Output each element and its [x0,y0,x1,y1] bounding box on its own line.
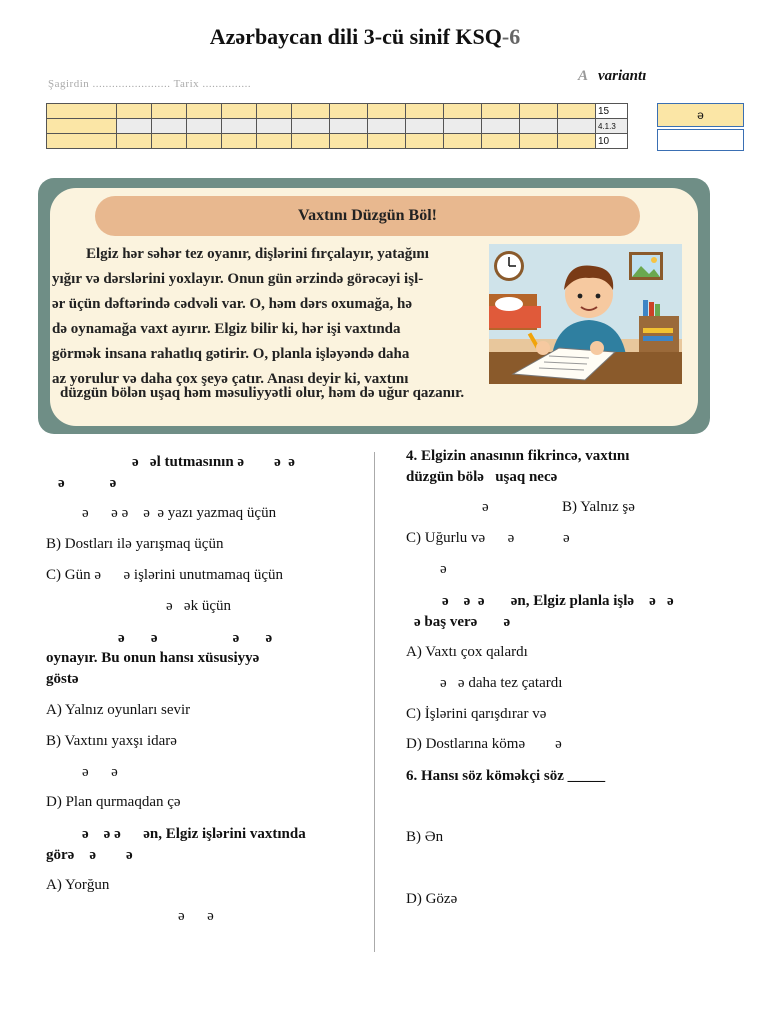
q2-option-c[interactable]: ə ə [82,764,118,780]
grid-cell[interactable] [117,134,152,149]
q1-option-c[interactable]: C) Gün ə ə işlərini unutmamaq üçün [46,567,284,583]
grid-cell[interactable] [117,119,152,134]
q5-stem-line1: ə ə ə ən, Elgiz planla işlə ə ə [442,593,674,609]
grid-cell[interactable] [292,134,330,149]
score-box-empty[interactable] [657,129,744,151]
q1-option-d[interactable]: ə ək üçün [166,598,231,614]
q1-stem-line1: ə əl tutmasının ə ə ə [132,454,295,470]
score-grid [46,103,628,149]
q1-stem-line2: ə ə [58,475,117,491]
grid-cell[interactable] [406,134,444,149]
grid-cell[interactable] [152,134,187,149]
q2-option-a[interactable]: A) Yalnız oyunları sevir [46,702,191,718]
grid-cell[interactable] [257,119,292,134]
grid-cell[interactable] [222,134,257,149]
q4-option-c[interactable]: C) Uğurlu və ə ə [406,530,570,546]
q2-option-d[interactable]: D) Plan qurmaqdan çə [46,794,181,810]
q3-option-b[interactable]: ə ə [178,908,214,924]
grid-cell[interactable] [520,134,558,149]
grid-cell[interactable] [187,119,222,134]
grid-cell[interactable] [152,119,187,134]
grid-cell[interactable] [47,119,117,134]
passage-line: yığır və dərslərini yoxlayır. Onun gün ərzində görəcəyi işl- [52,271,424,287]
q4-stem-line2: düzgün bölə uşaq necə [406,469,558,485]
q6-option-d[interactable]: D) Gözə [406,891,458,907]
grid-cell[interactable] [117,104,152,119]
grid-row [47,119,628,134]
grid-cell[interactable] [444,104,482,119]
grid-cell[interactable] [330,134,368,149]
grid-row-number: 4.1.3 [596,119,628,134]
q4-stem-line1: 4. Elgizin anasının fikrincə, vaxtını [406,448,630,464]
boy-studying-illustration [489,244,682,384]
reading-passage [52,242,488,392]
grid-cell[interactable] [520,104,558,119]
grid-cell[interactable] [444,134,482,149]
q3-option-a[interactable]: A) Yorğun [46,877,110,893]
variant-word: variantı [598,68,647,84]
grid-cell[interactable] [482,119,520,134]
q4-option-b[interactable]: B) Yalnız şə [562,499,635,515]
q3-stem-line2: görə ə ə [46,847,133,863]
grid-cell[interactable] [47,134,117,149]
q1-option-a[interactable]: ə ə ə ə ə yazı yazmaq üçün [82,505,277,521]
grid-cell[interactable] [558,119,596,134]
hand [536,341,550,355]
grid-cell[interactable] [222,104,257,119]
bed-icon [489,294,541,330]
grid-cell[interactable] [444,119,482,134]
hand [590,341,604,355]
variant-letter: A [578,68,589,84]
grid-cell[interactable] [187,104,222,119]
q5-stem-line2: ə baş verə ə [414,614,511,630]
grid-cell[interactable] [222,119,257,134]
q5-option-d[interactable]: D) Dostlarına kömə ə [406,736,562,752]
grid-cell[interactable] [187,134,222,149]
grid-cell[interactable] [482,104,520,119]
q1-option-b[interactable]: B) Dostları ilə yarışmaq üçün [46,536,224,552]
q6-option-b[interactable]: B) Ən [406,829,444,845]
passage-line: ər üçün dəftərində cədvəli var. O, həm dərs oxumağa, hə [52,296,412,312]
passage-last-line: düzgün bölən uşaq həm məsuliyyətli olur, həm də uğur qazanır. [60,385,465,401]
clock-icon [494,251,524,281]
passage-line: görmək insana rahatlıq gətirir. O, planla işləyəndə daha [52,346,410,362]
q5-option-b[interactable]: ə ə daha tez çatardı [440,675,563,691]
grid-cell[interactable] [330,119,368,134]
grid-cell[interactable] [292,104,330,119]
grid-cell[interactable] [368,119,406,134]
grid-cell[interactable] [292,119,330,134]
grid-cell[interactable] [152,104,187,119]
grid-cell[interactable] [520,119,558,134]
q5-option-a[interactable]: A) Vaxtı çox qalardı [406,644,528,660]
grid-row-number: 10 [596,134,628,149]
grid-cell[interactable] [558,104,596,119]
title-main: Azərbaycan dili 3-cü sinif KSQ [209,24,502,49]
grid-row [47,104,628,119]
grid-cell[interactable] [406,119,444,134]
student-name-line: Şagirdin ........................ Tarix ............... [48,78,252,90]
grid-cell[interactable] [330,104,368,119]
grid-cell[interactable] [368,134,406,149]
column-divider [374,452,375,952]
q2-stem-line1: ə ə ə ə [118,630,273,646]
grid-cell[interactable] [558,134,596,149]
title-suffix: -6 [501,24,521,49]
grid-cell[interactable] [257,134,292,149]
grid-cell[interactable] [368,104,406,119]
q2-option-b[interactable]: B) Vaxtını yaxşı idarə [46,733,177,749]
q5-option-c[interactable]: C) İşlərini qarışdırar və [406,706,547,722]
grid-cell[interactable] [47,104,117,119]
q6-stem: 6. Hansı söz köməkçi söz _____ [406,768,606,784]
grid-cell[interactable] [257,104,292,119]
variant-label [578,68,646,85]
page-title [0,24,730,50]
grid-row-number: 15 [596,104,628,119]
q4-option-d[interactable]: ə [440,561,447,577]
q2-stem-line3: göstə [46,671,79,687]
q2-stem-line2: oynayır. Bu onun hansı xüsusiyyə [46,650,260,666]
wall-picture-icon [629,252,663,280]
grid-cell[interactable] [482,134,520,149]
q3-stem-line1: ə ə ə ən, Elgiz işlərini vaxtında [82,826,306,842]
passage-line: az yorulur və daha çox şeyə çatır. Anası deyir ki, vaxtını [52,371,409,387]
score-box[interactable]: ə [657,103,744,127]
grid-row [47,134,628,149]
grid-cell[interactable] [406,104,444,119]
q4-option-a[interactable]: ə [482,499,489,515]
passage-line: Elgiz hər səhər tez oyanır, dişlərini fırçalayır, yatağını [86,246,429,262]
passage-line: də oynamağa vaxt ayırır. Elgiz bilir ki, hər işi vaxtında [52,321,401,337]
reading-title: Vaxtını Düzgün Böl! [95,196,640,236]
